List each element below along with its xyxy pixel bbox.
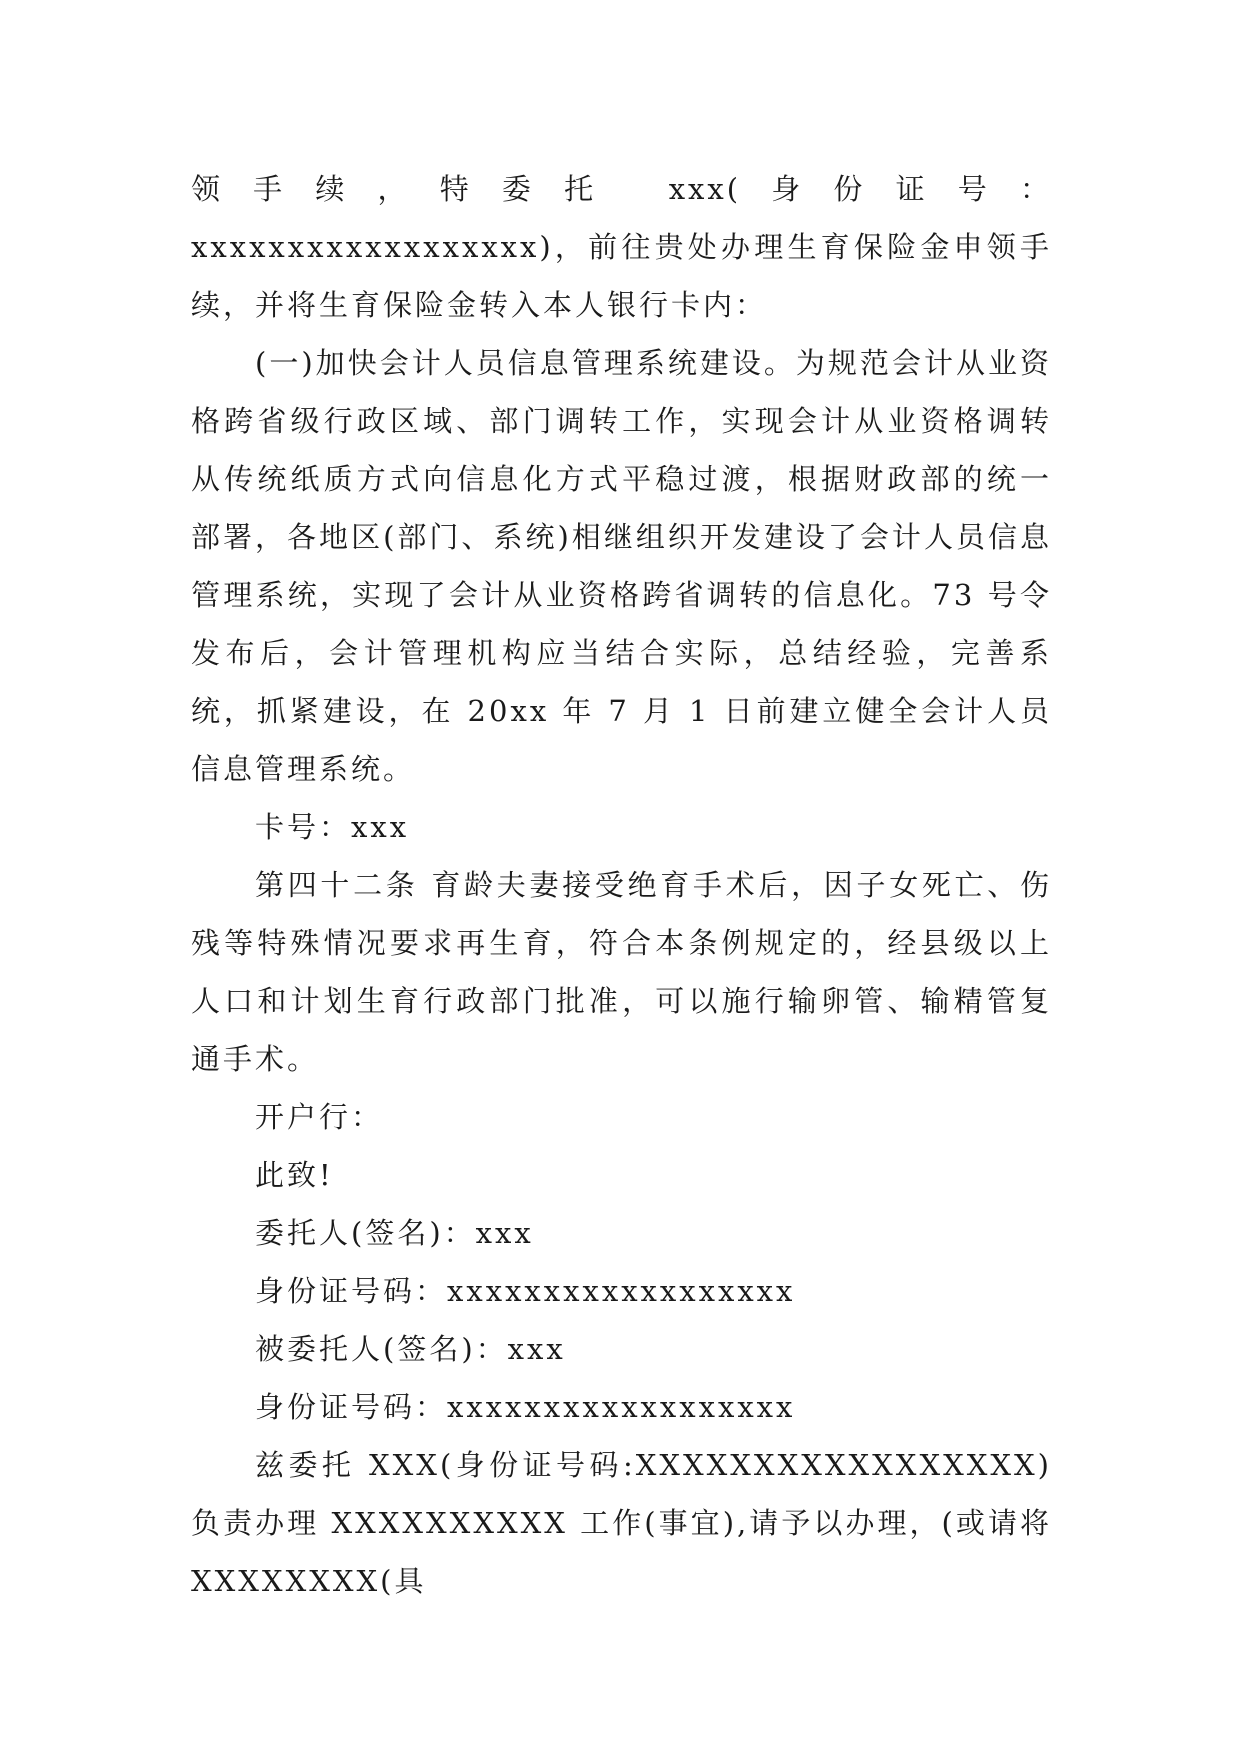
paragraph-accounting-system: (一)加快会计人员信息管理系统建设。为规范会计从业资格跨省级行政区域、部门调转工作，实现会计从业资格调转从传统纸质方式向信息化方式平稳过渡，根据财政部的统一部署，各地区(部门、系统)相继组织开发建设了会计人员信息管理系统，实现了会计从业资格跨省调转的信息化。73 号令发布后，会计管理机构应当结合实际，总结经验，完善系统，抓紧建设，在 20xx 年 7 月 1 日前建立健全会计人员信息管理系统。 <box>191 346 1052 786</box>
card-number-line: 卡号：xxx <box>255 810 410 844</box>
bank-line: 开户行： <box>255 1100 384 1134</box>
agent-id-line: 身份证号码：xxxxxxxxxxxxxxxxxx <box>255 1390 796 1424</box>
paragraph-authorization: 兹委托 XXX(身份证号码:XXXXXXXXXXXXXXXXX)负责办理 XXXXXXXXXX 工作(事宜),请予以办理，(或请将 XXXXXXXX(具 <box>191 1448 1052 1598</box>
principal-id-line: 身份证号码：xxxxxxxxxxxxxxxxxx <box>255 1274 796 1308</box>
document-body <box>191 160 1052 1610</box>
principal-signature-line: 委托人(签名)：xxx <box>255 1216 534 1250</box>
closing-line: 此致! <box>255 1158 334 1192</box>
paragraph-article-42: 第四十二条 育龄夫妻接受绝育手术后，因子女死亡、伤残等特殊情况要求再生育，符合本条例规定的，经县级以上人口和计划生育行政部门批准，可以施行输卵管、输精管复通手术。 <box>191 868 1052 1076</box>
paragraph-continuation: 领手续，特委托 xxx(身份证号：xxxxxxxxxxxxxxxxxx)，前往贵处办理生育保险金申领手续，并将生育保险金转入本人银行卡内： <box>191 172 1052 322</box>
agent-signature-line: 被委托人(签名)：xxx <box>255 1332 566 1366</box>
